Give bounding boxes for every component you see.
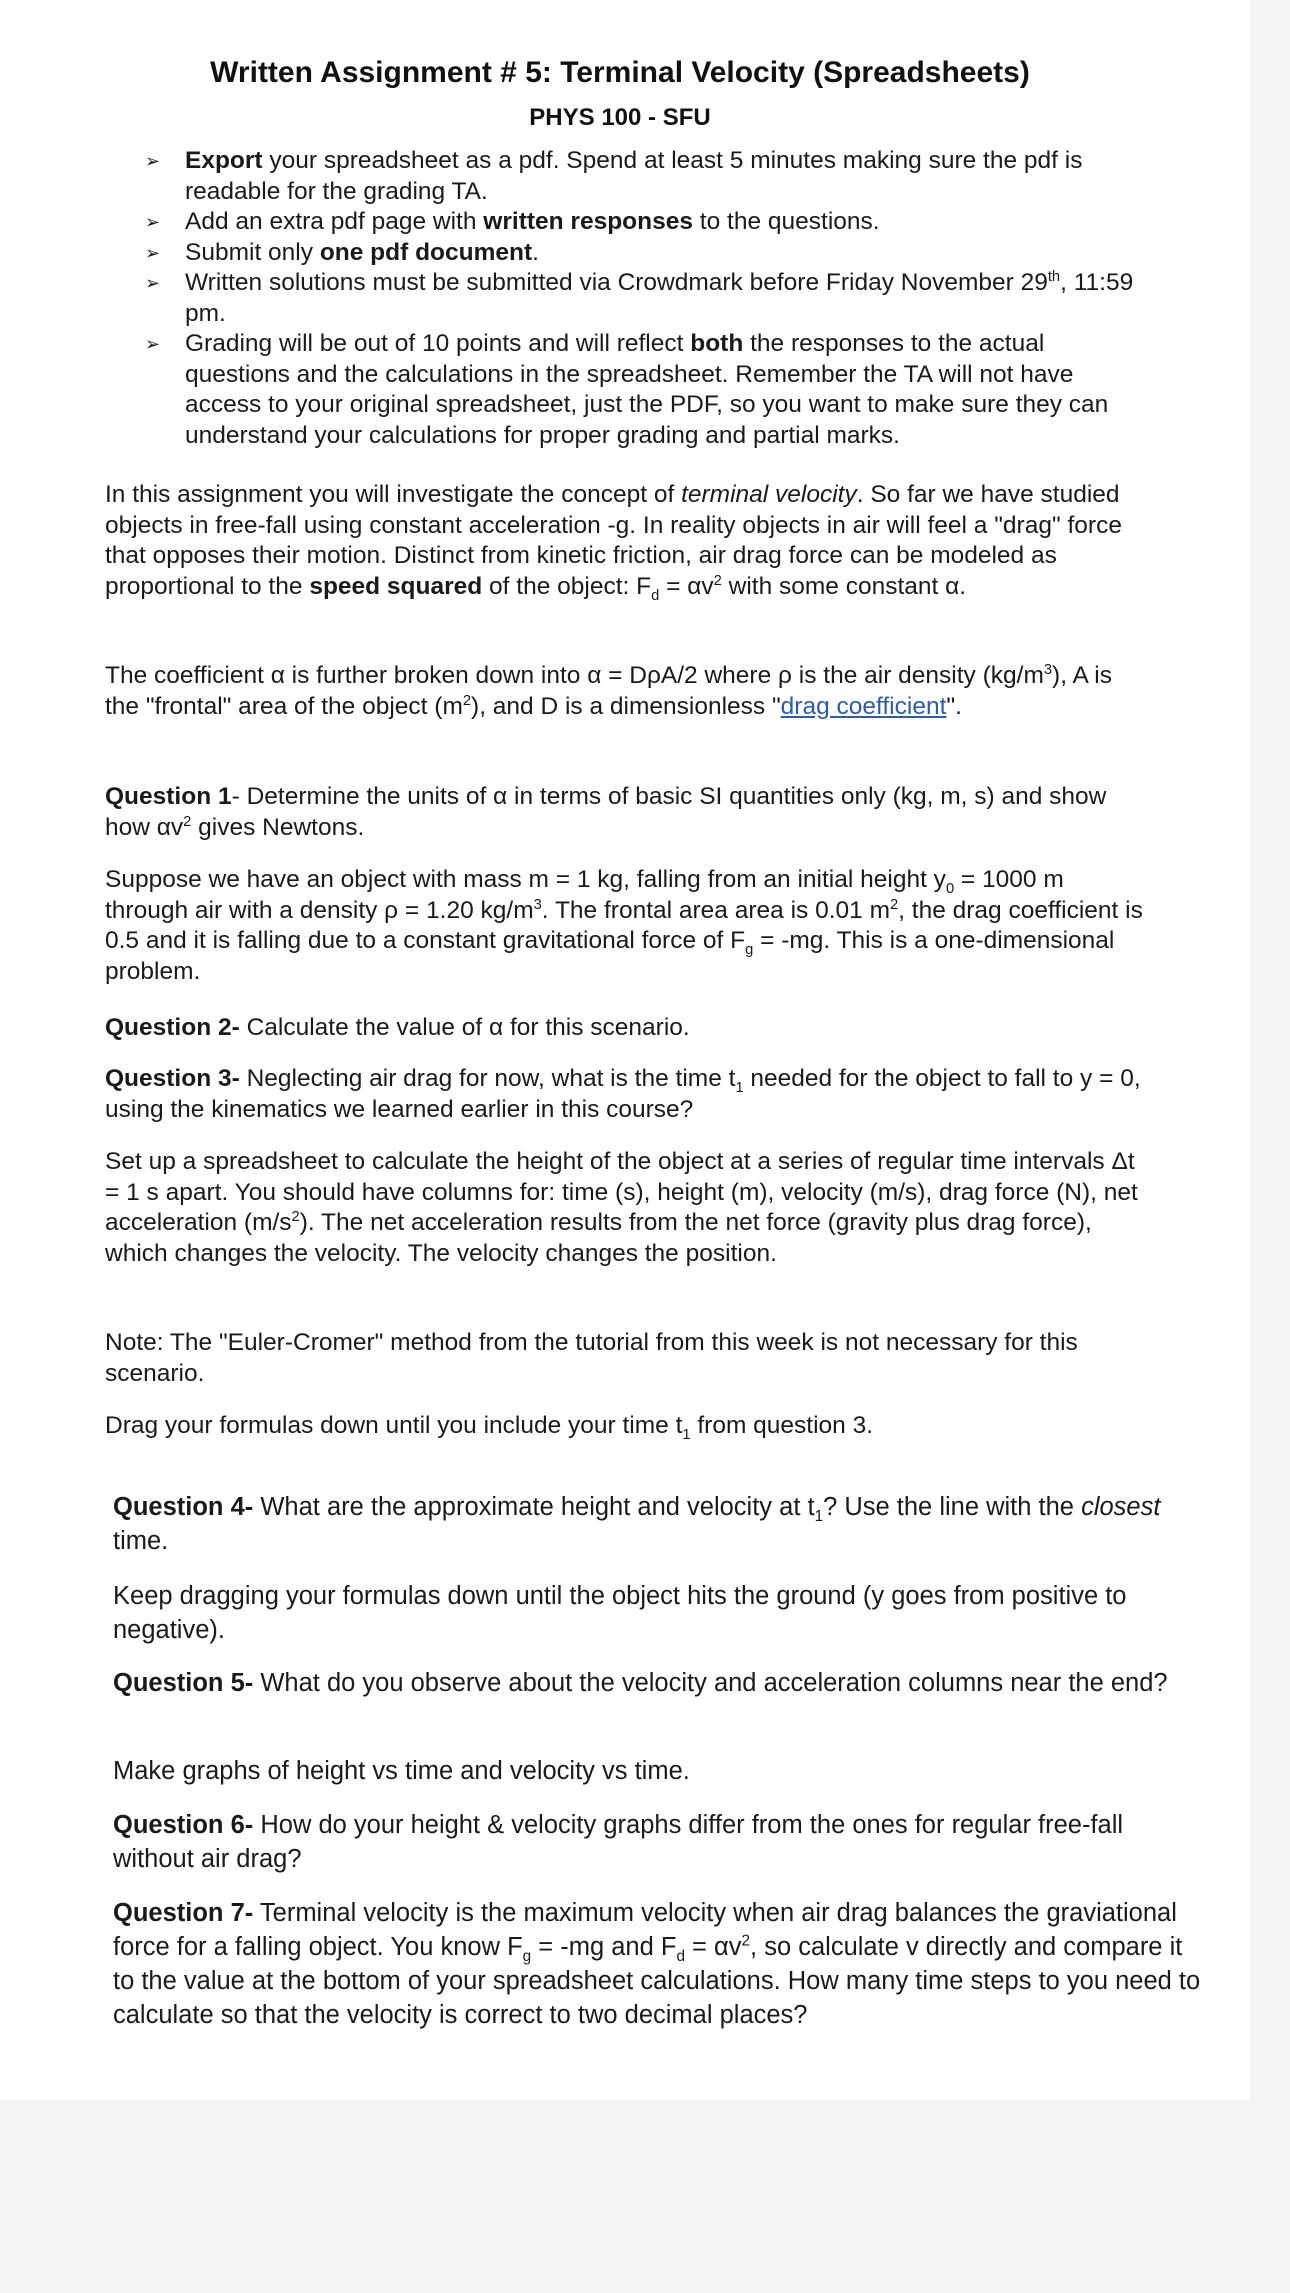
instructions-list xyxy=(145,146,1135,451)
question-7: Question 7- Terminal velocity is the maximum velocity when air drag balances the graviational force for a falling object. You know $F_g = -mg$ and $F_d = \alpha v^2$, so calculate v directly and compare it to the value at the bottom of your spreadsheet calculations. How many time steps to you need to calculate so that the velocity is correct to two decimal places? xyxy=(113,1899,1201,2029)
question-1: Question 1- Determine the units of α in terms of basic SI quantities only (kg, m, s) and show how $\alpha v^2$ gives Newtons. xyxy=(105,783,1107,841)
list-item: ➢ Export your spreadsheet as a pdf. Spend at least 5 minutes making sure the pdf is readable for the grading TA. xyxy=(145,147,1083,205)
question-6: Question 6- How do your height & velocity graphs differ from the ones for regular free-fall without air drag? xyxy=(113,1811,1124,1873)
question-5: Question 5- What do you observe about the velocity and acceleration columns near the end? xyxy=(113,1669,1168,1697)
arrowhead-bullet-icon: ➢ xyxy=(145,212,161,232)
graphs-instruction: Make graphs of height vs time and velocity vs time. xyxy=(113,1757,690,1785)
arrowhead-bullet-icon: ➢ xyxy=(145,151,161,171)
arrowhead-bullet-icon: ➢ xyxy=(145,334,161,354)
question-4: Question 4- What are the approximate height and velocity at $t_1$? Use the line with the closest time. xyxy=(113,1493,1161,1555)
drag-instruction: Drag your formulas down until you include your time $t_1$ from question 3. xyxy=(105,1412,874,1443)
page-title: Written Assignment # 5: Terminal Velocity (Spreadsheets) xyxy=(210,56,1030,89)
page-subtitle: PHYS 100 - SFU xyxy=(529,104,711,131)
intro-paragraph: In this assignment you will investigate the concept of terminal velocity. So far we have studied objects in free-fall using constant acceleration -g. In reality objects in air will feel a "drag" force that opposes their motion. Distinct from kinetic friction, air drag force can be modeled as proportional to the speed squared of the object: $F_d = \alpha v^2$ with some constant α. xyxy=(105,481,1122,604)
list-item: ➢ Add an extra pdf page with written responses to the questions. xyxy=(145,207,1135,238)
arrowhead-bullet-icon: ➢ xyxy=(145,273,161,293)
drag-coefficient-link[interactable]: drag coefficient xyxy=(780,692,947,720)
setup-paragraph: Set up a spreadsheet to calculate the height of the object at a series of regular time intervals Δt = 1 s apart. You should have columns for: time (s), height (m), velocity (m/s), drag force (N), net acceleration $(m/s^2)$. The net acceleration results from the net force (gravity plus drag force), which changes the velocity. The velocity changes the position. xyxy=(105,1148,1138,1267)
note-paragraph: Note: The "Euler-Cromer" method from the tutorial from this week is not necessary for this scenario. xyxy=(105,1329,1078,1387)
keep-dragging-paragraph: Keep dragging your formulas down until the object hits the ground (y goes from positive to negative). xyxy=(113,1582,1127,1644)
list-item: ➢ Grading will be out of 10 points and will reflect both the responses to the actual questions and the calculations in the spreadsheet. Remember the TA will not have access to your original spreadsheet, just the PDF, so you want to make sure they can understand your calculations for proper grading and partial marks. xyxy=(145,330,1109,449)
list-item: ➢ Written solutions must be submitted via Crowdmark before Friday November 29th, 11:59 pm. xyxy=(145,268,1134,327)
arrowhead-bullet-icon: ➢ xyxy=(145,242,161,263)
question-2: Question 2- Calculate the value of α for this scenario. xyxy=(105,1014,690,1041)
list-item: ➢ Submit only one pdf document. xyxy=(145,238,1135,269)
coefficient-paragraph: The coefficient α is further broken down into α = DρA/2 where ρ is the air density $(kg/m^3)$, A is the "frontal" area of the object $(m^2)$, and D is a dimensionless "drag coefficient". xyxy=(105,661,1112,720)
scenario-paragraph: Suppose we have an object with mass m = 1 kg, falling from an initial height $y_0 = 1000$ m through air with a density ρ = 1.20 $kg/m^3$. The frontal area area is 0.01 $m^2$, the drag coefficient is 0.5 and it is falling due to a constant gravitational force of $F_g = -mg$. This is a one-dimensional problem. xyxy=(105,866,1143,985)
question-3: Question 3- Neglecting air drag for now, what is the time $t_1$ needed for the object to fall to y = 0, using the kinematics we learned earlier in this course? xyxy=(105,1065,1141,1123)
